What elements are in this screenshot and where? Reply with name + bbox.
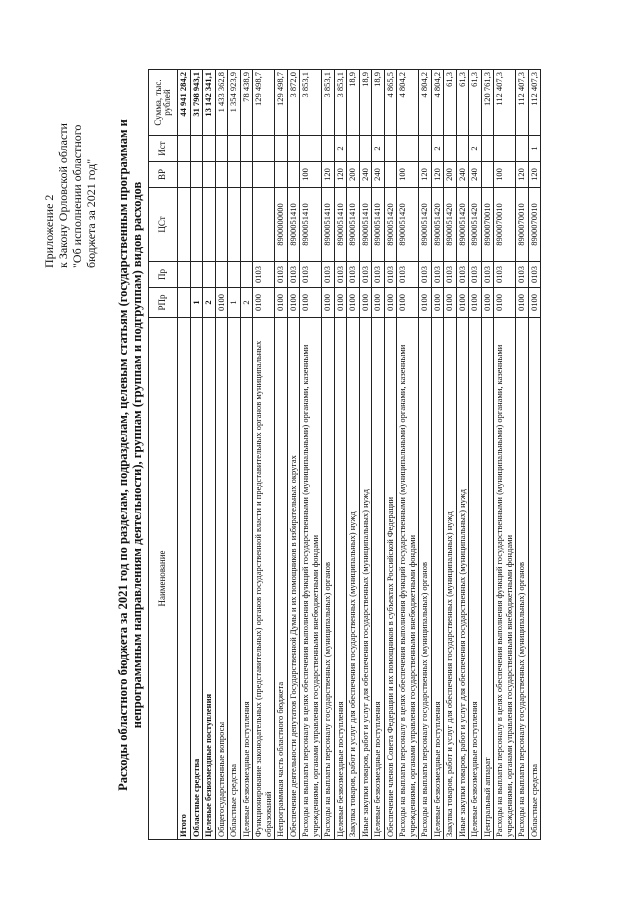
cell-pr: 0103 — [334, 262, 347, 288]
cell-sum: 61,3 — [456, 70, 469, 136]
cell-ist — [203, 136, 216, 162]
cell-vr: 120 — [516, 162, 529, 188]
cell-sum: 129 498,7 — [253, 70, 275, 136]
cell-rz: 0100 — [456, 288, 469, 318]
cell-vr — [287, 162, 300, 188]
cell-ist — [190, 136, 203, 162]
cell-sum: 13 142 341,1 — [203, 70, 216, 136]
cell-ist — [359, 136, 372, 162]
cell-cs: 8900051420 — [419, 188, 432, 262]
cell-sum: 18,9 — [372, 70, 385, 136]
table-row — [322, 70, 335, 840]
cell-vr: 100 — [397, 162, 419, 188]
table-row — [334, 70, 347, 840]
cell-ist — [456, 136, 469, 162]
table-row — [228, 70, 241, 840]
cell-ist — [275, 136, 288, 162]
cell-rz: 0100 — [372, 288, 385, 318]
cell-name: Иные закупки товаров, работ и услуг для обеспечения государственных (муниципальных) нужд — [359, 318, 372, 840]
cell-rz: 0100 — [275, 288, 288, 318]
appendix-line: "Об исполнении областного — [70, 124, 84, 268]
cell-pr: 0103 — [384, 262, 397, 288]
cell-ist — [347, 136, 360, 162]
cell-ist — [253, 136, 275, 162]
cell-name: Расходы на выплаты персоналу государственных (муниципальных) органов — [419, 318, 432, 840]
table-row — [178, 70, 191, 840]
appendix-line: Приложение 2 — [42, 194, 56, 268]
expenditure-table — [148, 69, 541, 840]
cell-pr — [228, 262, 241, 288]
table-body — [178, 70, 541, 840]
cell-cs: 8900051420 — [469, 188, 482, 262]
cell-name: Областные средства — [228, 318, 241, 840]
table-row — [384, 70, 397, 840]
cell-vr — [178, 162, 191, 188]
cell-ist — [240, 136, 253, 162]
cell-rz: 0100 — [253, 288, 275, 318]
cell-sum: 120 761,3 — [481, 70, 494, 136]
appendix-header — [42, 68, 98, 268]
cell-ist — [300, 136, 322, 162]
cell-vr: 240 — [456, 162, 469, 188]
cell-rz: 0100 — [300, 288, 322, 318]
cell-pr: 0103 — [347, 262, 360, 288]
cell-pr: 0103 — [456, 262, 469, 288]
cell-sum: 18,9 — [347, 70, 360, 136]
cell-vr: 120 — [431, 162, 444, 188]
cell-vr: 200 — [347, 162, 360, 188]
cell-pr: 0103 — [516, 262, 529, 288]
cell-pr — [178, 262, 191, 288]
cell-rz: 0100 — [494, 288, 516, 318]
cell-sum: 4 804,2 — [419, 70, 432, 136]
table-row — [528, 70, 541, 840]
cell-cs: 8900051420 — [456, 188, 469, 262]
cell-pr: 0103 — [287, 262, 300, 288]
cell-sum: 78 438,9 — [240, 70, 253, 136]
cell-ist — [384, 136, 397, 162]
cell-name: Целевые безвозмездные поступления — [203, 318, 216, 840]
document-title — [116, 70, 144, 840]
cell-ist — [397, 136, 419, 162]
cell-name: Закупка товаров, работ и услуг для обеспечения государственных (муниципальных) нужд — [347, 318, 360, 840]
cell-rz: 0100 — [215, 288, 228, 318]
header-name: Наименование — [149, 318, 178, 840]
cell-name: Непрограммная часть областного бюджета — [275, 318, 288, 840]
cell-vr — [190, 162, 203, 188]
table-row — [347, 70, 360, 840]
cell-name: Расходы на выплаты персоналу государственных (муниципальных) органов — [516, 318, 529, 840]
cell-ist — [516, 136, 529, 162]
cell-pr: 0103 — [444, 262, 457, 288]
cell-ist: 1 — [528, 136, 541, 162]
cell-cs — [190, 188, 203, 262]
cell-cs: 8900051410 — [334, 188, 347, 262]
cell-pr: 0103 — [253, 262, 275, 288]
cell-cs: 8900051410 — [322, 188, 335, 262]
header-cs: ЦСт — [149, 188, 178, 262]
cell-sum: 3 872,0 — [287, 70, 300, 136]
cell-rz: 1 — [228, 288, 241, 318]
table-row — [481, 70, 494, 840]
cell-pr: 0103 — [300, 262, 322, 288]
table-row — [516, 70, 529, 840]
cell-name: Расходы на выплаты персоналу в целях обеспечения выполнения функций государственными (муниципальными) органами, казенными учреждениями, органами управления государственными внебюджетными фондами — [397, 318, 419, 840]
cell-ist — [444, 136, 457, 162]
cell-rz: 0100 — [419, 288, 432, 318]
cell-vr: 120 — [528, 162, 541, 188]
cell-name: Целевые безвозмездные поступления — [469, 318, 482, 840]
cell-name: Общегосударственные вопросы — [215, 318, 228, 840]
cell-name: Областные средства — [528, 318, 541, 840]
cell-cs: 8900070010 — [481, 188, 494, 262]
table-row — [253, 70, 275, 840]
cell-ist — [287, 136, 300, 162]
table-row — [444, 70, 457, 840]
cell-pr: 0103 — [431, 262, 444, 288]
table-row — [456, 70, 469, 840]
cell-rz: 0100 — [469, 288, 482, 318]
cell-sum: 4 804,2 — [397, 70, 419, 136]
cell-vr: 200 — [444, 162, 457, 188]
title-line-2: непрограммным направлениям деятельности), группам (группам и подгруппам) видов расходов — [130, 181, 144, 729]
cell-rz: 0100 — [359, 288, 372, 318]
cell-vr: 100 — [494, 162, 516, 188]
cell-cs: 8900051410 — [359, 188, 372, 262]
cell-pr: 0103 — [528, 262, 541, 288]
cell-name: Целевые безвозмездные поступления — [334, 318, 347, 840]
cell-pr — [203, 262, 216, 288]
title-line-1: Расходы областного бюджета за 2021 год по разделам, подразделам, целевым статьям (государственным программам и — [116, 119, 130, 791]
cell-name: Целевые безвозмездные поступления — [431, 318, 444, 840]
cell-pr: 0103 — [275, 262, 288, 288]
cell-sum: 112 407,3 — [516, 70, 529, 136]
cell-cs: 8900051410 — [372, 188, 385, 262]
cell-pr: 0103 — [397, 262, 419, 288]
cell-name: Обеспечение членов Совета Федерации и их помощников в субъектах Российской Федерации — [384, 318, 397, 840]
cell-sum: 3 853,1 — [322, 70, 335, 136]
expenditure-table-wrapper — [148, 70, 541, 840]
cell-rz: 0100 — [397, 288, 419, 318]
cell-sum: 129 498,7 — [275, 70, 288, 136]
cell-sum: 61,3 — [469, 70, 482, 136]
cell-vr — [384, 162, 397, 188]
header-ist: Ист — [149, 136, 178, 162]
cell-rz: 1 — [190, 288, 203, 318]
cell-sum: 112 407,3 — [528, 70, 541, 136]
cell-name: Целевые безвозмездные поступления — [240, 318, 253, 840]
table-row — [469, 70, 482, 840]
cell-sum: 1 354 923,9 — [228, 70, 241, 136]
cell-name: Расходы на выплаты персоналу в целях обеспечения выполнения функций государственными (муниципальными) органами, казенными учреждениями, органами управления государственными внебюджетными фондами — [494, 318, 516, 840]
cell-rz: 0100 — [444, 288, 457, 318]
cell-ist — [178, 136, 191, 162]
cell-ist: 2 — [372, 136, 385, 162]
cell-pr: 0103 — [494, 262, 516, 288]
cell-pr: 0103 — [372, 262, 385, 288]
cell-pr: 0103 — [322, 262, 335, 288]
cell-vr: 240 — [359, 162, 372, 188]
header-vr: ВР — [149, 162, 178, 188]
cell-ist — [228, 136, 241, 162]
cell-rz: 0100 — [384, 288, 397, 318]
cell-cs — [215, 188, 228, 262]
cell-cs — [178, 188, 191, 262]
cell-rz: 2 — [203, 288, 216, 318]
cell-sum: 112 407,3 — [494, 70, 516, 136]
cell-sum: 44 941 284,2 — [178, 70, 191, 136]
cell-cs: 8900070010 — [494, 188, 516, 262]
cell-pr — [215, 262, 228, 288]
cell-pr — [240, 262, 253, 288]
header-pr: Пр — [149, 262, 178, 288]
cell-vr — [203, 162, 216, 188]
table-row — [190, 70, 203, 840]
cell-ist: 2 — [431, 136, 444, 162]
header-rz: РПр — [149, 288, 178, 318]
cell-rz: 0100 — [287, 288, 300, 318]
table-row — [494, 70, 516, 840]
cell-vr: 240 — [372, 162, 385, 188]
header-sum: Сумма, тыс. рублей — [149, 70, 178, 136]
cell-cs: 8900051410 — [287, 188, 300, 262]
cell-pr: 0103 — [419, 262, 432, 288]
table-row — [287, 70, 300, 840]
cell-rz: 0100 — [322, 288, 335, 318]
cell-name: Центральный аппарат — [481, 318, 494, 840]
cell-pr — [190, 262, 203, 288]
cell-sum: 3 853,1 — [300, 70, 322, 136]
cell-cs: 8900000000 — [275, 188, 288, 262]
cell-name: Функционирование законодательных (представительных) органов государственной власти и представительных органов муниципальных образований — [253, 318, 275, 840]
appendix-line: к Закону Орловской области — [56, 123, 70, 268]
table-row — [203, 70, 216, 840]
table-row — [431, 70, 444, 840]
cell-ist: 2 — [334, 136, 347, 162]
cell-name: Расходы на выплаты персоналу государственных (муниципальных) органов — [322, 318, 335, 840]
cell-rz: 2 — [240, 288, 253, 318]
cell-cs: 8900051420 — [431, 188, 444, 262]
cell-pr: 0103 — [359, 262, 372, 288]
cell-rz: 0100 — [347, 288, 360, 318]
cell-vr — [253, 162, 275, 188]
cell-name: Иные закупки товаров, работ и услуг для обеспечения государственных (муниципальных) нужд — [456, 318, 469, 840]
cell-rz: 0100 — [334, 288, 347, 318]
cell-cs: 8900070010 — [528, 188, 541, 262]
cell-vr: 120 — [334, 162, 347, 188]
table-row — [419, 70, 432, 840]
cell-vr: 120 — [419, 162, 432, 188]
cell-name: Областные средства — [190, 318, 203, 840]
table-row — [300, 70, 322, 840]
cell-vr — [240, 162, 253, 188]
cell-cs: 8900051420 — [384, 188, 397, 262]
cell-cs — [228, 188, 241, 262]
cell-name: Итого — [178, 318, 191, 840]
cell-sum: 4 804,2 — [431, 70, 444, 136]
cell-vr — [228, 162, 241, 188]
cell-cs — [240, 188, 253, 262]
cell-ist — [494, 136, 516, 162]
cell-name: Закупка товаров, работ и услуг для обеспечения государственных (муниципальных) нужд — [444, 318, 457, 840]
cell-sum: 18,9 — [359, 70, 372, 136]
cell-pr: 0103 — [481, 262, 494, 288]
cell-name: Обеспечение деятельности депутатов Государственной Думы и их помощников в избирательных округах — [287, 318, 300, 840]
cell-rz: 0100 — [516, 288, 529, 318]
table-row — [372, 70, 385, 840]
document-sheet — [40, 60, 560, 860]
cell-cs — [203, 188, 216, 262]
cell-cs: 8900051420 — [397, 188, 419, 262]
table-row — [359, 70, 372, 840]
cell-sum: 3 853,1 — [334, 70, 347, 136]
cell-vr — [215, 162, 228, 188]
cell-vr — [481, 162, 494, 188]
table-row — [397, 70, 419, 840]
cell-vr: 240 — [469, 162, 482, 188]
cell-ist — [322, 136, 335, 162]
cell-cs: 8900051420 — [444, 188, 457, 262]
cell-sum: 1 433 362,8 — [215, 70, 228, 136]
cell-ist — [215, 136, 228, 162]
cell-ist: 2 — [469, 136, 482, 162]
cell-sum: 31 798 943,1 — [190, 70, 203, 136]
cell-name: Целевые безвозмездные поступления — [372, 318, 385, 840]
cell-pr: 0103 — [469, 262, 482, 288]
cell-vr — [275, 162, 288, 188]
table-row — [275, 70, 288, 840]
cell-vr: 120 — [322, 162, 335, 188]
table-row — [240, 70, 253, 840]
cell-rz: 0100 — [431, 288, 444, 318]
cell-ist — [419, 136, 432, 162]
cell-sum: 4 865,5 — [384, 70, 397, 136]
cell-cs — [253, 188, 275, 262]
cell-ist — [481, 136, 494, 162]
table-header-row — [149, 70, 178, 840]
table-row — [215, 70, 228, 840]
cell-cs: 8900051410 — [300, 188, 322, 262]
appendix-line: бюджета за 2021 год" — [84, 158, 98, 268]
cell-rz: 0100 — [481, 288, 494, 318]
cell-cs: 8900070010 — [516, 188, 529, 262]
cell-name: Расходы на выплаты персоналу в целях обеспечения выполнения функций государственными (муниципальными) органами, казенными учреждениями, органами управления государственными внебюджетными фондами — [300, 318, 322, 840]
cell-cs: 8900051410 — [347, 188, 360, 262]
cell-rz: 0100 — [528, 288, 541, 318]
cell-vr: 100 — [300, 162, 322, 188]
cell-sum: 61,3 — [444, 70, 457, 136]
cell-rz — [178, 288, 191, 318]
